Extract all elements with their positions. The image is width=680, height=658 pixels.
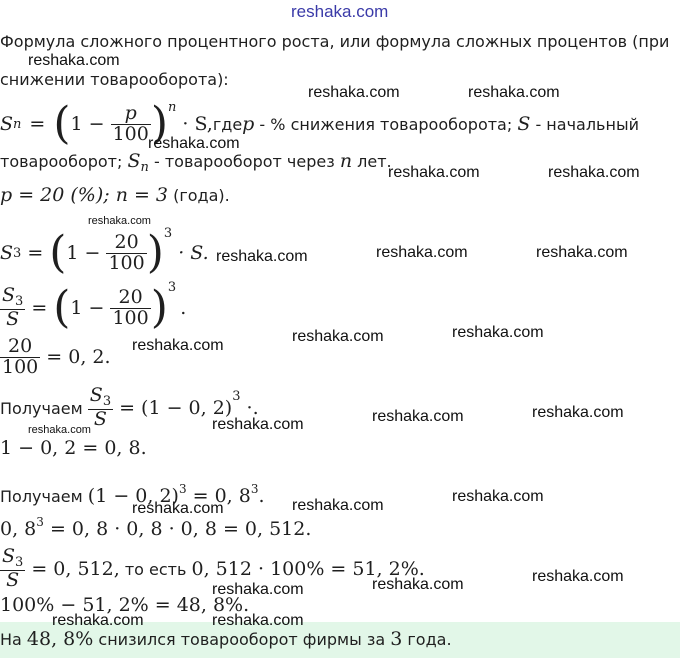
poluchaem1-den: S — [93, 407, 107, 430]
ratio-inner-den: 100 — [112, 306, 149, 329]
watermark: reshaka.com — [212, 416, 304, 433]
answer-text-3: года. — [402, 630, 452, 649]
ratio-num-sub: 3 — [15, 294, 24, 310]
given-p-n: p = 20 (%); n = 3 — [0, 184, 169, 206]
poluchaem1-label: Получаем — [0, 398, 88, 418]
formula-fraction — [111, 101, 151, 145]
s3-exp: 3 — [163, 226, 173, 241]
s3-paren-right: ) — [146, 227, 164, 278]
product-rest: = 0, 8 · 0, 8 · 0, 8 = 0, 512. — [43, 518, 312, 540]
product-line — [0, 515, 311, 540]
answer-years: 3 — [390, 628, 403, 650]
ratio-inner-num: 20 — [110, 288, 150, 309]
product-exp: 3 — [36, 515, 44, 529]
paren-left: ( — [53, 98, 71, 149]
site-watermark-top: reshaka.com — [291, 2, 389, 21]
ratio-num — [0, 286, 25, 310]
answer-text-1: На — [0, 630, 27, 649]
watermark: reshaka.com — [532, 404, 624, 421]
formula-eq: = — [29, 113, 46, 135]
watermark: reshaka.com — [376, 244, 468, 261]
intro-line-2: снижении товарооборота): — [0, 70, 229, 89]
watermark: reshaka.com — [308, 84, 400, 101]
s3-s: S — [0, 242, 14, 264]
watermark: reshaka.com — [52, 612, 144, 629]
poluchaem2-mid: = 0, 8 — [186, 485, 251, 507]
watermark: reshaka.com — [28, 52, 120, 69]
watermark: reshaka.com — [372, 408, 464, 425]
poluchaem1-fraction — [88, 386, 113, 430]
watermark: reshaka.com — [132, 337, 224, 354]
s3-sub: 3 — [13, 245, 22, 261]
poluchaem2-tail: . — [258, 485, 265, 507]
turnover-n: n — [339, 150, 353, 172]
answer-text — [0, 628, 452, 650]
fraction-den: 100 — [112, 122, 149, 145]
watermark: reshaka.com — [212, 612, 304, 629]
s3-paren-left: ( — [49, 227, 67, 278]
answer-text-2: снизился товарооборот фирмы за — [93, 630, 391, 649]
formula-s-var: S — [517, 113, 531, 135]
s3-formula — [0, 226, 209, 280]
formula-exp: n — [168, 100, 177, 115]
watermark: reshaka.com — [548, 164, 640, 181]
poluchaem1-num — [88, 386, 113, 410]
s3-fraction — [106, 230, 146, 274]
fv-num: 20 — [0, 337, 40, 358]
watermark: reshaka.com — [132, 500, 224, 517]
s3-eq: = — [27, 242, 44, 264]
watermark: reshaka.com — [532, 568, 624, 585]
result-den: S — [6, 568, 20, 591]
turnover-definition — [0, 150, 392, 175]
intro-line-1: Формула сложного процентного роста, или формула сложных процентов (при — [0, 32, 670, 51]
turnover-text-2: - товарооборот через — [148, 152, 340, 171]
ratio-paren-right: ) — [150, 282, 168, 333]
formula-n-sub: n — [13, 116, 22, 132]
turnover-sn: S — [127, 150, 141, 172]
s3-one-minus: 1 − — [66, 242, 101, 264]
s3-frac-den: 100 — [108, 251, 145, 274]
watermark: reshaka.com — [212, 581, 304, 598]
watermark: reshaka.com — [536, 244, 628, 261]
fv-rest: = 0, 2. — [46, 346, 111, 368]
given-values — [0, 184, 230, 206]
answer-value: 48, 8% — [26, 628, 94, 650]
fraction-num: p — [111, 104, 151, 125]
watermark: reshaka.com — [452, 488, 544, 505]
s3-frac-num: 20 — [106, 233, 146, 254]
watermark: reshaka.com — [468, 84, 560, 101]
ratio-paren-left: ( — [53, 282, 71, 333]
poluchaem1-num-sub: 3 — [102, 394, 112, 410]
poluchaem1-rest: = (1 − 0, 2) — [119, 397, 233, 419]
formula-p-desc: - % снижения товарооборота; — [254, 114, 518, 134]
result-eq: = 0, 512, — [31, 558, 120, 580]
poluchaem1-num-s: S — [89, 384, 103, 407]
poluchaem2-expr: (1 − 0, 2) — [87, 485, 179, 507]
difference-line: 1 − 0, 2 = 0, 8. — [0, 437, 147, 459]
watermark: reshaka.com — [292, 328, 384, 345]
poluchaem2-label: Получаем — [0, 487, 88, 506]
result-text: то есть — [119, 559, 192, 579]
given-years: (года). — [168, 186, 230, 205]
fraction-value-line — [0, 333, 111, 381]
poluchaem2-exp: 3 — [178, 482, 187, 496]
turnover-text-1: товарооборот; — [0, 152, 128, 171]
formula-one-minus: 1 − — [70, 113, 105, 135]
fv-den: 100 — [2, 355, 39, 378]
product-base: 0, 8 — [0, 518, 37, 540]
formula-gde: где — [212, 114, 243, 134]
result-fraction — [0, 547, 25, 591]
formula-times-s: · S, — [182, 113, 213, 135]
result-num — [0, 547, 25, 571]
turnover-sn-sub: n — [140, 160, 149, 175]
formula-s-desc: - начальный — [530, 114, 639, 134]
ratio-num-s: S — [2, 284, 16, 307]
ratio-exp: 3 — [167, 280, 177, 295]
watermark: reshaka.com — [148, 135, 240, 152]
result-expr: 0, 512 · 100% = 51, 2%. — [191, 558, 425, 580]
poluchaem1-exp: 3 — [232, 389, 241, 404]
watermark: reshaka.com — [292, 497, 384, 514]
percent-line: 100% − 51, 2% = 48, 8%. — [0, 594, 250, 616]
ratio-tail: . — [180, 297, 187, 319]
watermark: reshaka.com — [28, 424, 91, 436]
result-num-sub: 3 — [15, 555, 24, 571]
compound-formula — [0, 98, 639, 150]
fv-fraction — [0, 334, 40, 378]
s3-tail: · S. — [178, 242, 209, 264]
ratio-den: S — [6, 307, 20, 330]
ratio-inner-fraction — [110, 285, 150, 329]
paren-right: ) — [150, 98, 168, 149]
watermark: reshaka.com — [388, 164, 480, 181]
result-num-s: S — [2, 545, 16, 568]
poluchaem1-tail: ·. — [240, 397, 259, 419]
turnover-text-3: лет. — [352, 152, 392, 171]
watermark: reshaka.com — [372, 576, 464, 593]
poluchaem2-exp2: 3 — [250, 482, 259, 496]
watermark: reshaka.com — [452, 324, 544, 341]
ratio-one-minus: 1 − — [70, 297, 105, 319]
formula-p: p — [242, 113, 255, 135]
formula-s: S — [0, 113, 14, 135]
watermark: reshaka.com — [88, 215, 151, 227]
ratio-fraction — [0, 286, 25, 330]
ratio-formula — [0, 280, 186, 336]
ratio-eq: = — [31, 297, 48, 319]
watermark: reshaka.com — [216, 248, 308, 265]
